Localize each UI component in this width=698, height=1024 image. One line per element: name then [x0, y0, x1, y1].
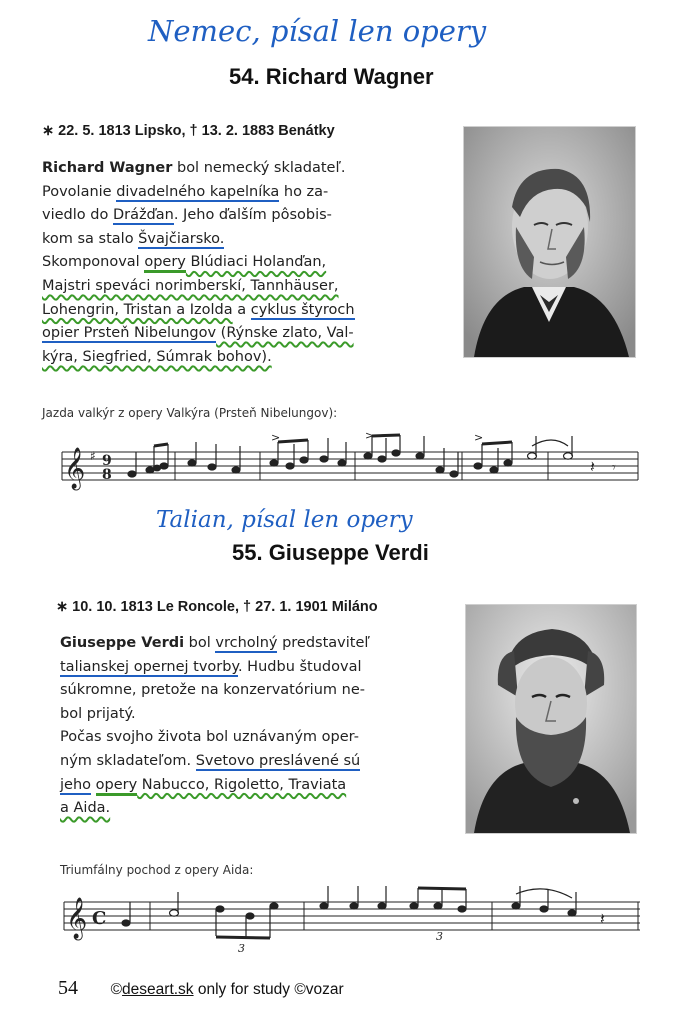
- wagner-bio: Richard Wagner bol nemecký skladateľ. Povolanie divadelného kapelníka ho za- viedlo do Drážďan. Jeho ďalším pôsobis- kom sa stalo Švajčiarsko. Skomponoval opery Blúdiaci Holanďan, Majstri speváci norimberskí, Tannhäuser, Lohengrin, Tristan a Izolda a cyklus štyroch opier Prsteň Nibelungov (Rýnske zlato, Val- kýra, Siegfried, Súmrak bohov).: [42, 160, 355, 365]
- verdi-music-staff: [60, 886, 645, 958]
- page-number: 54: [58, 977, 78, 999]
- verdi-bio: Giuseppe Verdi bol vrcholný predstaviteľ talianskej opernej tvorby. Hudbu študoval súkromne, pretože na konzervatórium ne- bol prijatý. Počas svojho života bol uznávaným oper- ným skladateľom. Svetovo preslávené sú jeho opery Nabucco, Rigoletto, Traviata a Aida.: [60, 635, 370, 817]
- verdi-portrait: [465, 604, 637, 834]
- eighth-rest-icon: 𝄾: [612, 460, 616, 476]
- wagner-handwritten-note: Nemec, písal len opery: [148, 14, 487, 48]
- triplet-label-2: 3: [436, 930, 443, 943]
- highlight-opery: opery: [144, 254, 186, 273]
- svg-text:>: >: [365, 432, 375, 442]
- wagner-music-caption: Jazda valkýr z opery Valkýra (Prsteň Nibelungov):: [42, 406, 338, 420]
- wagner-dates: ∗ 22. 5. 1813 Lipsko, † 13. 2. 1883 Benátky: [42, 123, 335, 139]
- wagner-title: 54. Richard Wagner: [229, 64, 434, 89]
- sharp-icon: ♯: [90, 449, 96, 463]
- highlight-svajciarsko: Švajčiarsko.: [138, 230, 225, 247]
- quarter-rest-icon: 𝄽: [590, 457, 595, 476]
- svg-text:>: >: [271, 432, 281, 444]
- highlight-jeho: jeho: [60, 776, 92, 793]
- wagner-portrait: [463, 126, 636, 358]
- wagner-music-staff: [42, 432, 642, 502]
- highlight-drazdany: Drážďan: [112, 207, 174, 224]
- highlight-operna-tvorba: talianskej opernej tvorby: [60, 658, 238, 675]
- common-time-icon: C: [92, 908, 107, 929]
- highlight-prsten: opier Prsteň Nibelungov: [42, 325, 217, 342]
- quarter-rest-icon: 𝄽: [600, 909, 605, 928]
- time-sig-top: 9: [102, 453, 112, 469]
- footer: 54 ©deseart.sk only for study ©vozar: [58, 977, 344, 999]
- verdi-music-caption: Triumfálny pochod z opery Aida:: [60, 863, 254, 877]
- wagner-name: Richard Wagner: [42, 160, 173, 176]
- treble-clef-icon: 𝄞: [64, 448, 86, 489]
- time-sig-bottom: 8: [102, 467, 112, 483]
- svg-text:>: >: [474, 432, 484, 444]
- highlight-kapelnik: divadelného kapelníka: [116, 183, 280, 200]
- highlight-cyklus: cyklus štyroch: [250, 301, 355, 318]
- treble-clef-icon: 𝄞: [66, 898, 88, 939]
- highlight-verdi-opery: opery: [96, 777, 138, 796]
- verdi-handwritten-note: Talian, písal len opery: [156, 507, 413, 533]
- verdi-name: Giuseppe Verdi: [60, 635, 185, 651]
- verdi-title: 55. Giuseppe Verdi: [232, 540, 429, 565]
- highlight-svetovo: Svetovo preslávené sú: [195, 752, 361, 769]
- verdi-dates: ∗ 10. 10. 1813 Le Roncole, † 27. 1. 1901 Miláno: [56, 599, 378, 615]
- triplet-label-1: 3: [238, 942, 245, 955]
- site-link[interactable]: deseart.sk: [122, 981, 194, 998]
- highlight-vrcholny: vrcholný: [215, 635, 278, 651]
